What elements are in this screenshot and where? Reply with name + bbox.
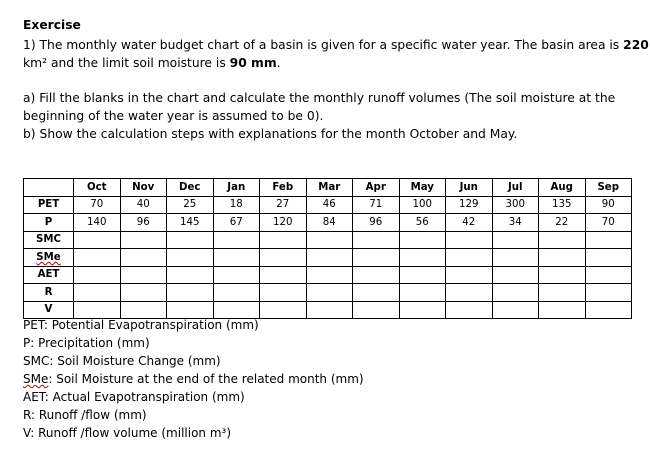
row-label-sme: SMe [24, 249, 74, 267]
corner-cell [24, 179, 74, 197]
table-cell [120, 284, 167, 302]
table-cell [446, 231, 493, 249]
question-1-line-2: km² and the limit soil moisture is 90 mm. [23, 56, 281, 70]
table-cell [74, 231, 121, 249]
month-header-mar: Mar [306, 179, 353, 197]
table-cell [539, 231, 586, 249]
table-cell: 145 [167, 214, 214, 232]
table-row [24, 284, 632, 302]
table-cell [167, 266, 214, 284]
table-row [24, 249, 632, 267]
question-a-line-1: a) Fill the blanks in the chart and calculate the monthly runoff volumes (The soil moisture at the [23, 91, 616, 105]
table-cell: 300 [492, 196, 539, 214]
table-header-row [24, 179, 632, 197]
table-cell: 140 [74, 214, 121, 232]
table-row [24, 301, 632, 319]
table-cell: 70 [74, 196, 121, 214]
table-cell: 90 [585, 196, 632, 214]
table-row [24, 266, 632, 284]
table-cell [585, 301, 632, 319]
table-cell [306, 249, 353, 267]
table-cell [492, 266, 539, 284]
table-cell [167, 284, 214, 302]
month-header-nov: Nov [120, 179, 167, 197]
month-header-may: May [399, 179, 446, 197]
table-cell: 18 [213, 196, 260, 214]
table-row [24, 231, 632, 249]
table-cell [446, 249, 493, 267]
table-cell [120, 266, 167, 284]
table-cell [353, 231, 400, 249]
table-cell [585, 231, 632, 249]
table-cell [353, 301, 400, 319]
table-cell [213, 284, 260, 302]
table-cell [492, 231, 539, 249]
table-cell [492, 249, 539, 267]
month-header-jun: Jun [446, 179, 493, 197]
table-cell [446, 266, 493, 284]
table-cell: 84 [306, 214, 353, 232]
table-cell [585, 249, 632, 267]
table-cell [539, 284, 586, 302]
table-cell: 67 [213, 214, 260, 232]
table-cell: 40 [120, 196, 167, 214]
table-cell [353, 249, 400, 267]
month-header-jan: Jan [213, 179, 260, 197]
legend-aet: AET: Actual Evapotranspiration (mm) [23, 390, 245, 404]
legend-r: R: Runoff /flow (mm) [23, 408, 147, 422]
table-cell [74, 301, 121, 319]
table-cell [260, 284, 307, 302]
row-label-v: V [24, 301, 74, 319]
row-label-p: P [24, 214, 74, 232]
table-cell [306, 231, 353, 249]
table-cell [306, 284, 353, 302]
row-label-aet: AET [24, 266, 74, 284]
table-cell [120, 301, 167, 319]
table-cell: 135 [539, 196, 586, 214]
month-header-feb: Feb [260, 179, 307, 197]
table-cell: 25 [167, 196, 214, 214]
table-row [24, 214, 632, 232]
row-label-pet: PET [24, 196, 74, 214]
month-header-sep: Sep [585, 179, 632, 197]
table-cell: 70 [585, 214, 632, 232]
table-cell [446, 284, 493, 302]
table-cell: 96 [120, 214, 167, 232]
table-cell [260, 266, 307, 284]
table-body [24, 196, 632, 319]
table-cell [74, 284, 121, 302]
row-label-smc: SMC [24, 231, 74, 249]
table-cell: 34 [492, 214, 539, 232]
table-cell [306, 266, 353, 284]
table-cell [399, 249, 446, 267]
table-cell [260, 249, 307, 267]
table-cell [167, 301, 214, 319]
question-b: b) Show the calculation steps with explanations for the month October and May. [23, 127, 518, 141]
table-cell [213, 231, 260, 249]
table-cell [585, 266, 632, 284]
row-label-r: R [24, 284, 74, 302]
table-cell [213, 301, 260, 319]
legend-smc: SMC: Soil Moisture Change (mm) [23, 354, 221, 368]
legend-v: V: Runoff /flow volume (million m³) [23, 426, 232, 440]
table-cell [167, 231, 214, 249]
table-row [24, 196, 632, 214]
table-cell [306, 301, 353, 319]
legend-p: P: Precipitation (mm) [23, 336, 150, 350]
table-cell [74, 266, 121, 284]
table-cell [213, 266, 260, 284]
table-cell [446, 301, 493, 319]
water-budget-table [23, 178, 632, 319]
table-cell [260, 231, 307, 249]
table-cell [539, 249, 586, 267]
table-cell: 22 [539, 214, 586, 232]
table-cell [539, 301, 586, 319]
table-cell [353, 266, 400, 284]
table-cell [585, 284, 632, 302]
table-cell: 42 [446, 214, 493, 232]
table-cell [399, 266, 446, 284]
table-cell [213, 249, 260, 267]
table-cell: 46 [306, 196, 353, 214]
table-cell [399, 301, 446, 319]
table-cell: 129 [446, 196, 493, 214]
month-header-aug: Aug [539, 179, 586, 197]
month-header-jul: Jul [492, 179, 539, 197]
question-a-line-2: beginning of the water year is assumed to be 0). [23, 109, 324, 123]
table-cell [120, 231, 167, 249]
table-cell [399, 284, 446, 302]
heading: Exercise [23, 18, 81, 32]
table-cell: 96 [353, 214, 400, 232]
table-cell [120, 249, 167, 267]
month-header-apr: Apr [353, 179, 400, 197]
month-header-dec: Dec [167, 179, 214, 197]
table-cell: 56 [399, 214, 446, 232]
table-cell [539, 266, 586, 284]
table-cell [492, 301, 539, 319]
table-cell [353, 284, 400, 302]
table-cell [167, 249, 214, 267]
legend-pet: PET: Potential Evapotranspiration (mm) [23, 318, 259, 332]
table-cell [260, 301, 307, 319]
month-header-oct: Oct [74, 179, 121, 197]
table-cell: 71 [353, 196, 400, 214]
table-cell [492, 284, 539, 302]
question-1-line-1: 1) The monthly water budget chart of a basin is given for a specific water year. The basin area is 220 [23, 38, 649, 52]
table-cell [74, 249, 121, 267]
table-cell [399, 231, 446, 249]
legend-sme: SMe: Soil Moisture at the end of the related month (mm) [23, 372, 364, 386]
table-cell: 100 [399, 196, 446, 214]
table-cell: 120 [260, 214, 307, 232]
table-cell: 27 [260, 196, 307, 214]
